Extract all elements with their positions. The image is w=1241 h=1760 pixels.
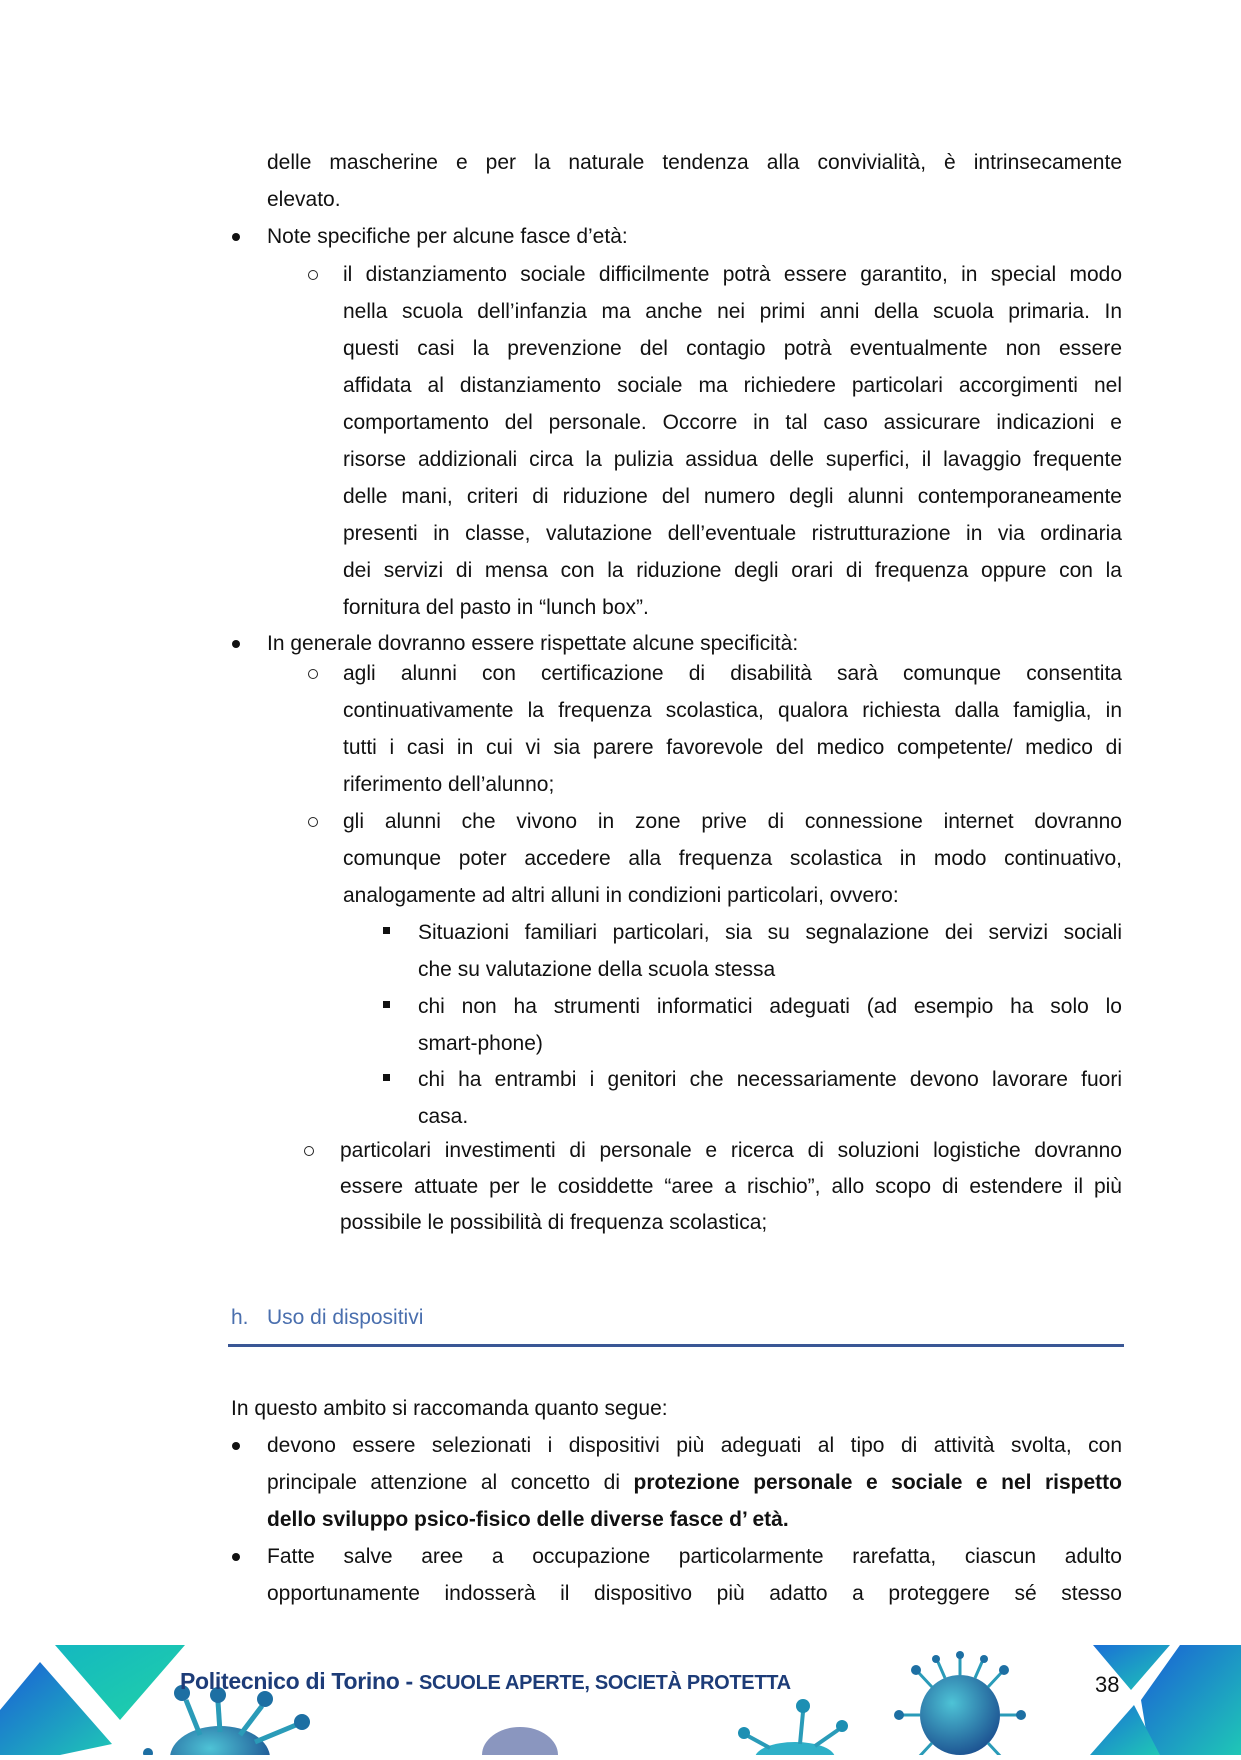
text-bold: protezione personale e sociale e nel rispetto bbox=[633, 1471, 1123, 1494]
list-item-label: Note specifiche per alcune fasce d’età: bbox=[267, 225, 628, 248]
list-item-line: agli alunni con certificazione di disabilità sarà comunque consentita bbox=[343, 662, 1122, 685]
bullet-square-icon bbox=[383, 927, 390, 934]
list-item-line: che su valutazione della scuola stessa bbox=[418, 958, 776, 981]
virus-icon bbox=[143, 1685, 310, 1755]
text-plain: principale attenzione al concetto di bbox=[267, 1471, 634, 1494]
footer-title-sub: SCUOLE APERTE, SOCIETÀ PROTETTA bbox=[418, 1672, 791, 1694]
list-item-line: risorse addizionali circa la pulizia assidua delle superfici, il lavaggio frequente bbox=[343, 448, 1122, 471]
list-item-line: il distanziamento sociale difficilmente potrà essere garantito, in special modo bbox=[343, 263, 1122, 286]
list-item-line: smart-phone) bbox=[418, 1032, 543, 1055]
list-item-line: nella scuola dell’infanzia ma anche nei primi anni della scuola primaria. In bbox=[343, 300, 1122, 323]
list-item-line: Fatte salve aree a occupazione particolarmente rarefatta, ciascun adulto bbox=[267, 1545, 1122, 1568]
list-item-line: dei servizi di mensa con la riduzione degli orari di frequenza oppure con la bbox=[343, 559, 1122, 582]
paragraph-line: elevato. bbox=[267, 188, 341, 211]
list-item-line: presenti in classe, valutazione dell’eventuale ristrutturazione in via ordinaria bbox=[343, 522, 1122, 545]
list-item-line: particolari investimenti di personale e ricerca di soluzioni logistiche dovranno bbox=[340, 1139, 1122, 1162]
list-item-label: In generale dovranno essere rispettate alcune specificità: bbox=[267, 632, 799, 655]
page-footer bbox=[0, 1640, 1241, 1755]
bullet-square-icon bbox=[383, 1001, 390, 1008]
bullet-circle-icon bbox=[308, 817, 318, 827]
list-item-line: questi casi la prevenzione del contagio potrà eventualmente non essere bbox=[343, 337, 1122, 360]
list-item-line: casa. bbox=[418, 1105, 469, 1128]
list-item-line: possibile le possibilità di frequenza scolastica; bbox=[340, 1211, 768, 1234]
list-item-line: analogamente ad altri alluni in condizioni particolari, ovvero: bbox=[343, 884, 899, 907]
footer-title bbox=[180, 1668, 791, 1695]
bullet-circle-icon bbox=[304, 1146, 314, 1156]
bullet-dot-icon bbox=[232, 1442, 240, 1450]
list-item-line: tutti i casi in cui vi sia parere favorevole del medico competente/ medico di bbox=[343, 736, 1122, 759]
bullet-dot-icon bbox=[232, 1553, 240, 1561]
list-item-line: chi non ha strumenti informatici adeguati (ad esempio ha solo lo bbox=[418, 995, 1122, 1018]
virus-icon-blurred bbox=[482, 1727, 558, 1755]
footer-decoration bbox=[0, 1640, 1241, 1755]
heading-rule bbox=[228, 1344, 1124, 1347]
list-item-line: delle mani, criteri di riduzione del numero degli alunni contemporaneamente bbox=[343, 485, 1122, 508]
list-item-line: devono essere selezionati i dispositivi più adeguati al tipo di attività svolta, con bbox=[267, 1434, 1122, 1457]
page-number: 38 bbox=[1095, 1672, 1120, 1697]
list-item-line-bold: dello sviluppo psico-fisico delle diverse fasce d’ età. bbox=[267, 1508, 789, 1531]
bullet-circle-icon bbox=[308, 270, 318, 280]
list-item-line: fornitura del pasto in “lunch box”. bbox=[343, 596, 649, 619]
list-item-line: comportamento del personale. Occorre in tal caso assicurare indicazioni e bbox=[343, 411, 1122, 434]
section-intro: In questo ambito si raccomanda quanto segue: bbox=[231, 1397, 668, 1420]
section-number: h. bbox=[231, 1306, 249, 1329]
bullet-square-icon bbox=[383, 1074, 390, 1081]
list-item-line: gli alunni che vivono in zone prive di connessione internet dovranno bbox=[343, 810, 1122, 833]
section-heading bbox=[231, 1305, 423, 1331]
list-item-line: comunque poter accedere alla frequenza scolastica in modo continuativo, bbox=[343, 847, 1122, 870]
list-item-line: essere attuate per le cosiddette “aree a rischio”, allo scopo di estendere il più bbox=[340, 1175, 1122, 1198]
virus-icon bbox=[738, 1699, 848, 1755]
virus-icon bbox=[894, 1651, 1026, 1755]
list-item-line: riferimento dell’alunno; bbox=[343, 773, 555, 796]
bullet-circle-icon bbox=[308, 669, 318, 679]
list-item-line bbox=[267, 1470, 1122, 1496]
list-item-line: chi ha entrambi i genitori che necessariamente devono lavorare fuori bbox=[418, 1068, 1122, 1091]
section-title: Uso di dispositivi bbox=[267, 1306, 424, 1329]
list-item-line: Situazioni familiari particolari, sia su segnalazione dei servizi sociali bbox=[418, 921, 1122, 944]
footer-title-main: Politecnico di Torino - bbox=[180, 1668, 419, 1694]
list-item-line: opportunamente indosserà il dispositivo più adatto a proteggere sé stesso bbox=[267, 1582, 1122, 1605]
corner-shape bbox=[1141, 1645, 1241, 1755]
bullet-dot-icon bbox=[232, 233, 240, 241]
paragraph-line: delle mascherine e per la naturale tendenza alla convivialità, è intrinsecamente bbox=[267, 151, 1122, 174]
bullet-dot-icon bbox=[232, 640, 240, 648]
list-item-line: affidata al distanziamento sociale ma richiedere particolari accorgimenti nel bbox=[343, 374, 1122, 397]
list-item-line: continuativamente la frequenza scolastica, qualora richiesta dalla famiglia, in bbox=[343, 699, 1122, 722]
